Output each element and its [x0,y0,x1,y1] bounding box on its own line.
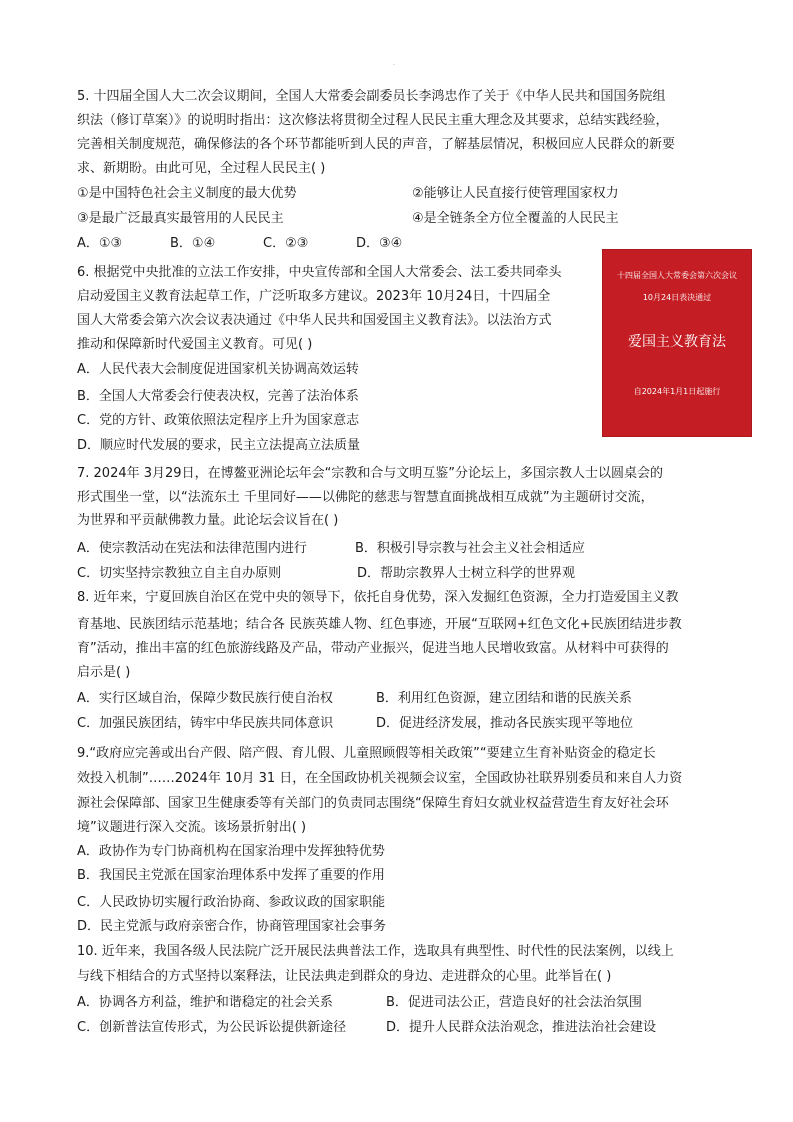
q5-stem-line-2: 织法（修订草案）》的说明时指出：这次修法将贯彻全过程人民民主重大理念及其要求，总结实践经验， [77,113,669,128]
q10-option-a: A．协调各方利益，维护和谐稳定的社会关系 [77,995,333,1010]
q5-stem-line-4: 求、新期盼。由此可见，全过程人民民主( ) [77,161,326,176]
q9-option-a: A．政协作为专门协商机构在国家治理中发挥独特优势 [77,844,385,859]
card-meeting-line: 十四届全国人大常委会第六次会议 [617,271,737,280]
q5-option-b: B．①④ [170,236,216,251]
q5-option-d: D．③④ [356,236,403,251]
q10-option-d: D．提升人民群众法治观念，推进法治社会建设 [386,1020,657,1035]
q5-stem-line-1: 5. 十四届全国人大二次会议期间，全国人大常委会副委员长李鸿忠作了关于《中华人民共和国国务院组 [77,89,666,104]
q10-stem-line-2: 与线下相结合的方式坚持以案释法，让民法典走到群众的身边、走进群众的心里。此举旨在( ) [77,969,612,984]
q7-stem-line-2: 形式围坐一堂，以“法流东土 千里同好——以佛陀的慈悲与智慧直面挑战相互成就”为主题研讨交流， [77,490,654,505]
q8-option-d: D．促进经济发展，推动各民族实现平等地位 [376,716,634,731]
q5-statement-2: ②能够让人民直接行使管理国家权力 [412,186,619,201]
q7-stem-line-1: 7. 2024年 3月29日，在博鳌亚洲论坛年会“宗教和合与文明互鉴”分论坛上，多国宗教人士以圆桌会的 [77,466,664,481]
q8-option-a: A．实行区域自治，保障少数民族行使自治权 [77,691,333,706]
q7-stem-line-3: 为世界和平贡献佛教力量。此论坛会议旨在( ) [77,513,339,528]
q6-stem-line-3: 国人大常委会第六次会议表决通过《中华人民共和国爱国主义教育法》。以法治方式 [77,313,552,328]
q5-statement-4: ④是全链条全方位全覆盖的人民民主 [412,211,619,226]
card-date-line: 10月24日表决通过 [642,293,712,302]
law-announcement-image [602,249,752,437]
q6-stem-line-4: 推动和保障新时代爱国主义教育。可见( ) [77,337,313,352]
q7-option-a: A．使宗教活动在宪法和法律范围内进行 [77,541,307,556]
q10-option-b: B．促进司法公正，营造良好的社会法治氛围 [386,995,642,1010]
q8-stem-line-1: 8. 近年来，宁夏回族自治区在党中央的领导下，依托自身优势，深入发掘红色资源，全力打造爱国主义教 [77,590,679,605]
card-effective-date: 自2024年1月1日起施行 [633,387,721,396]
q6-stem-line-1: 6. 根据党中央批准的立法工作安排，中央宣传部和全国人大常委会、法工委共同牵头 [77,265,562,280]
card-title: 爱国主义教育法 [628,334,726,350]
q5-statement-3: ③是最广泛最真实最管用的人民民主 [77,211,284,226]
q7-option-b: B．积极引导宗教与社会主义社会相适应 [355,541,585,556]
q9-stem-line-4: 境”议题进行深入交流。该场景折射出( ) [77,820,307,835]
q5-option-a: A．①③ [77,236,123,251]
q9-option-b: B．我国民主党派在国家治理体系中发挥了重要的作用 [77,868,385,883]
q6-option-d: D．顺应时代发展的要求，民主立法提高立法质量 [77,438,361,453]
q10-option-c: C．创新普法宣传形式，为公民诉讼提供新途径 [77,1020,347,1035]
q6-stem-line-2: 启动爱国主义教育法起草工作，广泛听取多方建议。2023年 10月24日，十四届全 [77,289,551,304]
q9-option-c: C．人民政协切实履行政治协商、参政议政的国家职能 [77,895,386,910]
q9-option-d: D．民主党派与政府亲密合作，协商管理国家社会事务 [77,919,387,934]
q8-option-b: B．利用红色资源，建立团结和谐的民族关系 [376,691,632,706]
q7-option-d: D．帮助宗教界人士树立科学的世界观 [357,566,576,581]
q9-stem-line-2: 效投入机制”……2024年 10月 31 日，在全国政协机关视频会议室，全国政协社联界别委员和来自人力资 [77,771,683,786]
q7-option-c: C．切实坚持宗教独立自主自办原则 [77,566,282,581]
q6-option-a: A．人民代表大会制度促进国家机关协调高效运转 [77,362,359,377]
q10-stem-line-1: 10. 近年来，我国各级人民法院广泛开展民法典普法工作，选取具有典型性、时代性的民法案例，以线上 [77,944,674,959]
q5-stem-line-3: 完善相关制度规范，确保修法的各个环节都能听到人民的声音，了解基层情况，积极回应人民群众的新要 [77,137,676,152]
q8-stem-line-4: 启示是( ) [77,665,131,680]
q8-option-c: C．加强民族团结，铸牢中华民族共同体意识 [77,716,334,731]
q5-option-c: C．②③ [263,236,309,251]
page-dot: . [393,60,395,67]
q5-statement-1: ①是中国特色社会主义制度的最大优势 [77,186,297,201]
q6-option-b: B．全国人大常委会行使表决权，完善了法治体系 [77,389,359,404]
q8-stem-line-2: 育基地、民族团结示范基地；结合各 民族英雄人物、红色事迹，开展“互联网+红色文化+民族团结进步教 [77,617,682,632]
q6-option-c: C．党的方针、政策依照法定程序上升为国家意志 [77,413,360,428]
q9-stem-line-3: 源社会保障部、国家卫生健康委等有关部门的负责同志围绕“保障生育妇女就业权益营造生育友好社会环 [77,796,669,811]
q9-stem-line-1: 9.“政府应完善或出台产假、陪产假、育儿假、儿童照顾假等相关政策”“要建立生育补贴资金的稳定长 [77,746,656,761]
q8-stem-line-3: 育”活动，推出丰富的红色旅游线路及产品，带动产业振兴，促进当地人民增收致富。从材料中可获得的 [77,641,669,656]
